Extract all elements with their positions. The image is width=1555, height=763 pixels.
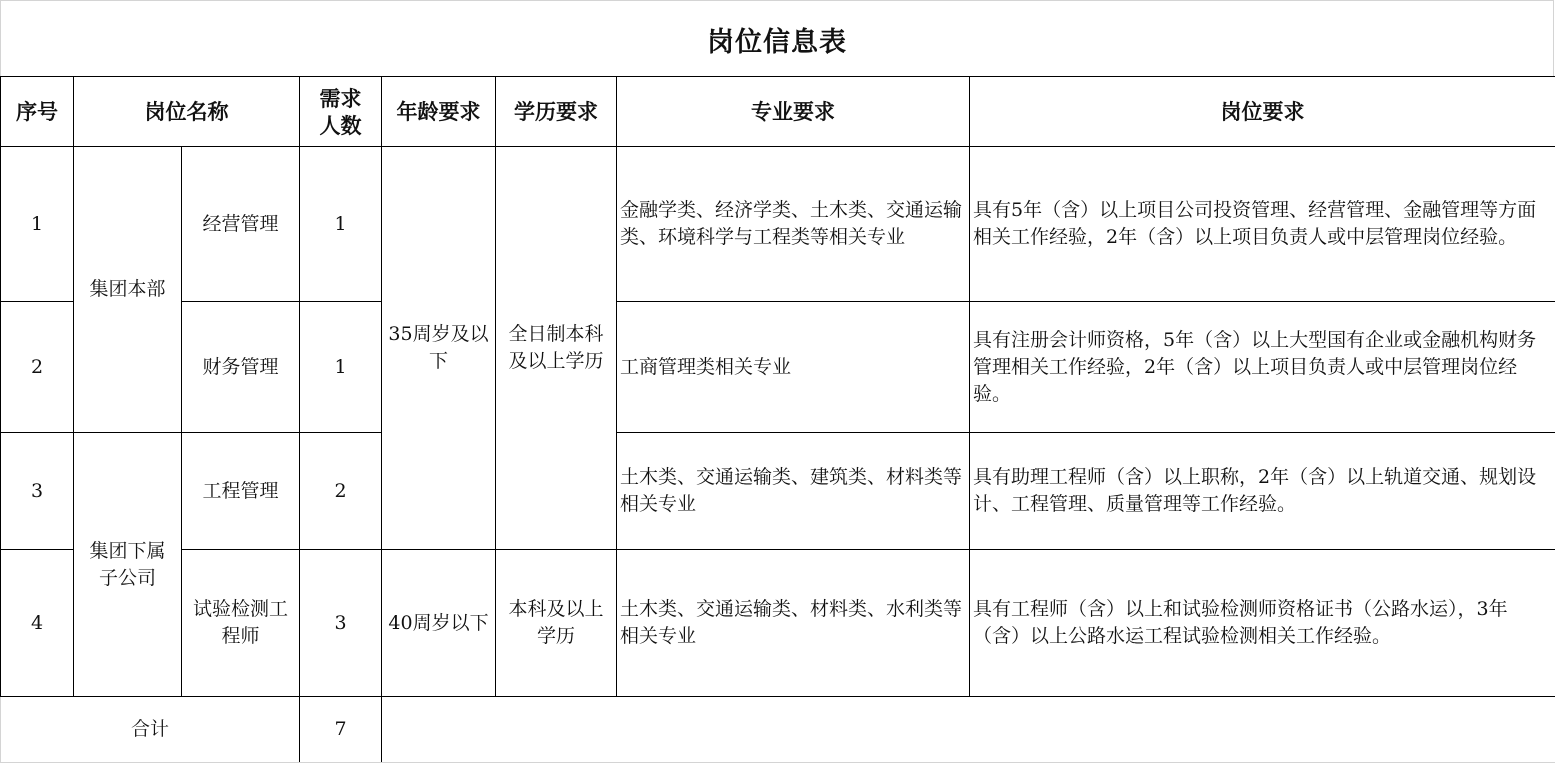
header-seq[interactable]: 序号 — [1, 77, 74, 147]
position-table — [0, 76, 1555, 763]
age-cell-shared[interactable]: 35周岁及以下 — [382, 147, 496, 550]
education-cell[interactable]: 本科及以上学历 — [496, 550, 617, 697]
table-row — [1, 433, 1555, 550]
total-row — [1, 697, 1555, 763]
seq-cell[interactable]: 4 — [1, 550, 74, 697]
position-cell[interactable]: 财务管理 — [182, 302, 300, 433]
total-count-cell[interactable]: 7 — [300, 697, 382, 763]
header-major[interactable]: 专业要求 — [617, 77, 970, 147]
requirement-cell[interactable]: 具有注册会计师资格，5年（含）以上大型国有企业或金融机构财务管理相关工作经验，2年（含）以上项目负责人或中层管理岗位经验。 — [970, 302, 1555, 433]
table-row — [1, 550, 1555, 697]
header-position-name[interactable]: 岗位名称 — [74, 77, 300, 147]
requirement-cell[interactable]: 具有工程师（含）以上和试验检测师资格证书（公路水运），3年（含）以上公路水运工程试验检测相关工作经验。 — [970, 550, 1555, 697]
age-cell[interactable]: 40周岁以下 — [382, 550, 496, 697]
group-cell-hq[interactable]: 集团本部 — [74, 147, 182, 433]
group-cell-sub[interactable]: 集团下属子公司 — [74, 433, 182, 697]
requirement-cell[interactable]: 具有助理工程师（含）以上职称，2年（含）以上轨道交通、规划设计、工程管理、质量管理等工作经验。 — [970, 433, 1555, 550]
header-count[interactable]: 需求人数 — [300, 77, 382, 147]
table-row — [1, 302, 1555, 433]
table-row — [1, 147, 1555, 302]
header-row — [1, 77, 1555, 147]
count-cell[interactable]: 1 — [300, 147, 382, 302]
count-cell[interactable]: 2 — [300, 433, 382, 550]
header-requirement[interactable]: 岗位要求 — [970, 77, 1555, 147]
position-cell[interactable]: 试验检测工程师 — [182, 550, 300, 697]
seq-cell[interactable]: 2 — [1, 302, 74, 433]
count-cell[interactable]: 3 — [300, 550, 382, 697]
seq-cell[interactable]: 3 — [1, 433, 74, 550]
title-cell[interactable] — [0, 0, 1554, 77]
education-cell-shared[interactable]: 全日制本科及以上学历 — [496, 147, 617, 550]
major-cell[interactable]: 工商管理类相关专业 — [617, 302, 970, 433]
seq-cell[interactable]: 1 — [1, 147, 74, 302]
major-cell[interactable]: 土木类、交通运输类、材料类、水利类等相关专业 — [617, 550, 970, 697]
count-cell[interactable]: 1 — [300, 302, 382, 433]
header-education[interactable]: 学历要求 — [496, 77, 617, 147]
requirement-cell[interactable]: 具有5年（含）以上项目公司投资管理、经营管理、金融管理等方面相关工作经验，2年（含）以上项目负责人或中层管理岗位经验。 — [970, 147, 1555, 302]
total-empty-cell[interactable] — [382, 697, 1555, 763]
major-cell[interactable]: 土木类、交通运输类、建筑类、材料类等相关专业 — [617, 433, 970, 550]
total-label-cell[interactable]: 合计 — [1, 697, 300, 763]
position-cell[interactable]: 工程管理 — [182, 433, 300, 550]
major-cell[interactable]: 金融学类、经济学类、土木类、交通运输类、环境科学与工程类等相关专业 — [617, 147, 970, 302]
header-age[interactable]: 年龄要求 — [382, 77, 496, 147]
position-cell[interactable]: 经营管理 — [182, 147, 300, 302]
page-title: 岗位信息表 — [707, 26, 847, 58]
